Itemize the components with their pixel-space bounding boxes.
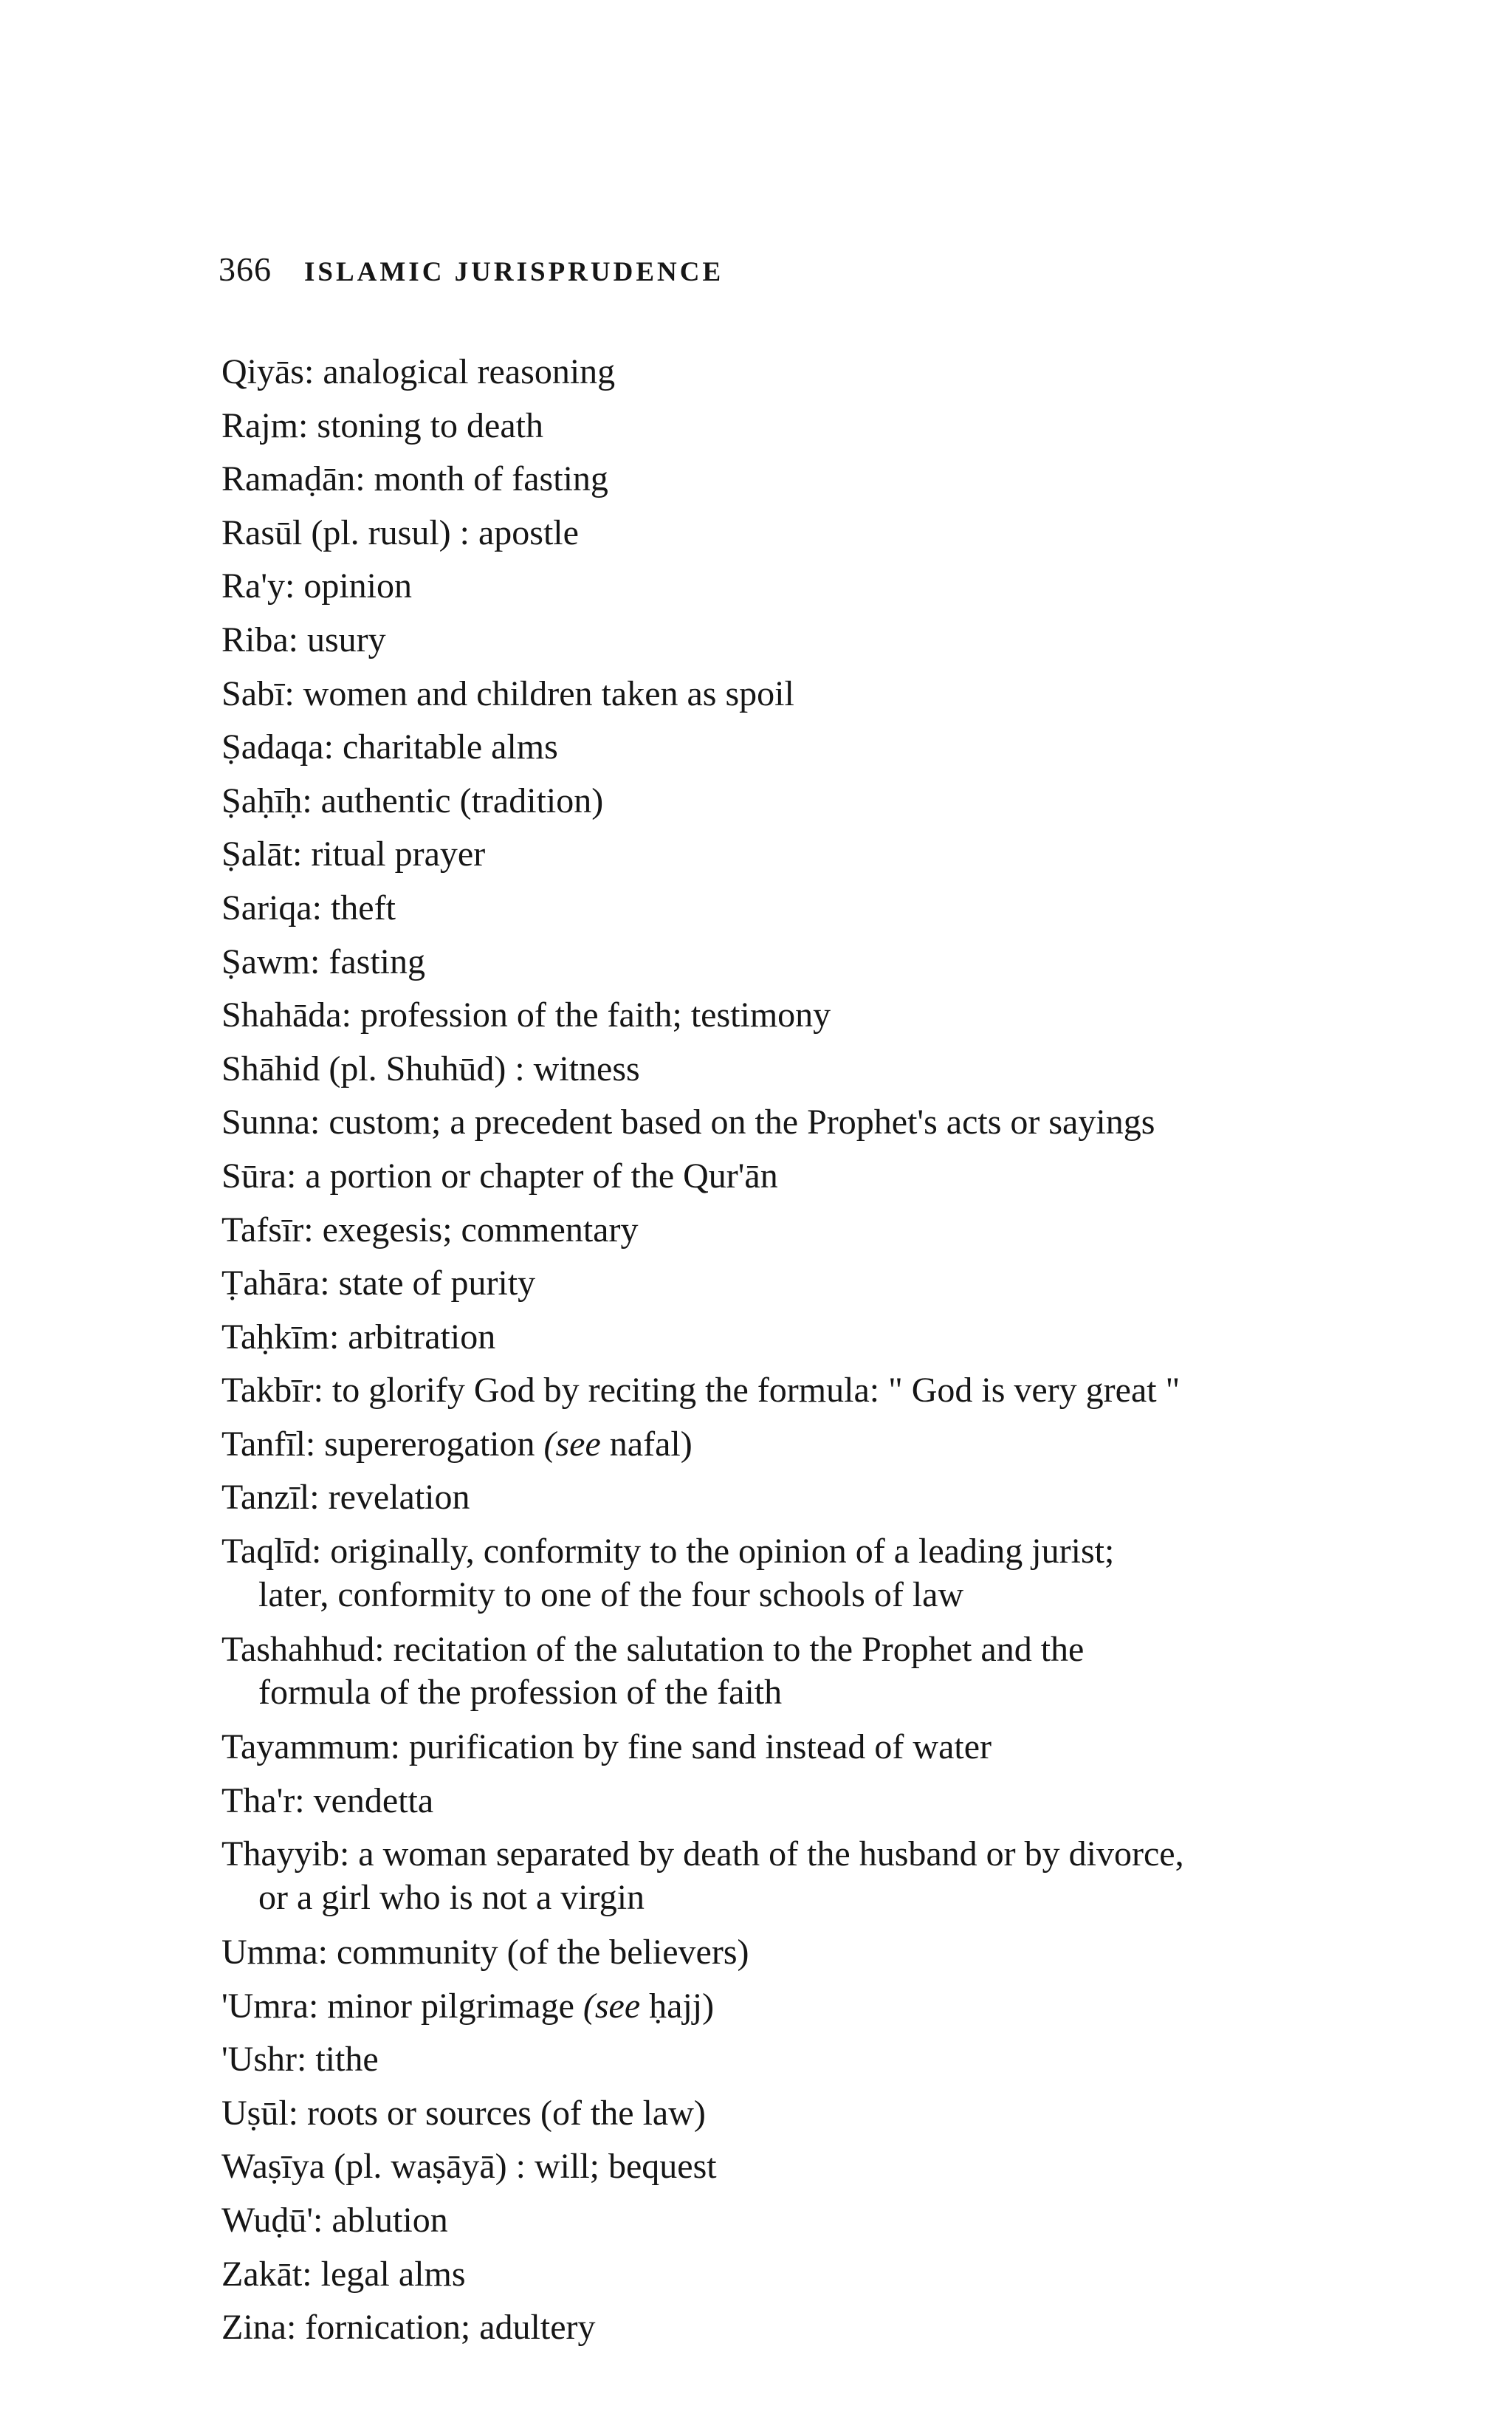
glossary-definition: to glorify God by reciting the formula: " God is very great " [331,1371,1181,1410]
glossary-term: Riba: [221,620,298,659]
glossary-definition: women and children taken as spoil [303,673,794,713]
entry-first-line [221,882,1432,936]
glossary-definition: ablution [331,2201,448,2240]
entry-first-line [221,1980,1432,2034]
entry-first-line [221,1257,1432,1311]
glossary-entry [221,1311,1432,1365]
glossary-entry [221,2301,1432,2355]
glossary-term: Ramaḍān: [221,459,365,499]
glossary-term: Tanzīl: [221,1478,320,1518]
glossary-definition: a portion or chapter of the Qur'ān [305,1156,778,1196]
glossary-term: Waṣīya [221,2147,326,2187]
glossary-entry [221,400,1432,453]
glossary-definition: recitation of the salutation to the Prophet and the [393,1629,1085,1669]
glossary-entry [221,1775,1432,1828]
glossary-term: Ṣawm: [221,942,320,981]
entry-first-line [221,1926,1432,1980]
glossary-definition: fornication; adultery [305,2308,596,2348]
glossary-definition: a woman separated by death of the husband or by divorce, [358,1834,1184,1874]
glossary-definition: theft [330,888,396,928]
glossary-entry [221,2194,1432,2248]
glossary-term: Ṣadaqa: [221,727,334,767]
glossary-term: Qiyās: [221,352,315,391]
glossary-entry [221,2033,1432,2087]
glossary-entry [221,775,1432,829]
running-head [219,250,724,294]
glossary-term: Shahāda: [221,995,351,1035]
glossary-term: Ra'y: [221,566,295,606]
glossary-definition: opinion [303,566,412,606]
entry-first-line [221,1721,1432,1775]
entry-first-line [221,1775,1432,1828]
glossary-entry [221,1364,1432,1418]
glossary-definition: revelation [328,1478,470,1518]
entry-first-line [221,1525,1432,1579]
entry-first-line [221,560,1432,614]
glossary-entry [221,1980,1432,2034]
glossary-term: Tayammum: [221,1727,400,1767]
entry-first-line [221,989,1432,1043]
glossary-entry [221,346,1432,400]
glossary-term: Sabī: [221,673,295,713]
glossary-entry [221,1204,1432,1258]
glossary-entry [221,1828,1432,1919]
glossary-definition: usury [307,620,386,659]
glossary-list [221,346,1432,2355]
entry-first-line [221,2140,1432,2194]
glossary-definition: analogical reasoning [323,352,616,391]
glossary-definition: (pl. waṣāyā) : will; bequest [334,2147,717,2187]
glossary-entry [221,507,1432,560]
glossary-definition: legal alms [320,2254,466,2294]
entry-first-line [221,1828,1432,1882]
glossary-definition: month of fasting [374,459,608,499]
entry-first-line [221,721,1432,775]
entry-first-line [221,1623,1432,1677]
glossary-definition: profession of the faith; testimony [360,995,831,1035]
glossary-term: Tha'r: [221,1780,305,1820]
glossary-entry [221,828,1432,882]
glossary-entry [221,1150,1432,1204]
glossary-term: Uṣūl: [221,2093,299,2133]
glossary-definition: fasting [329,942,425,981]
glossary-entry [221,2140,1432,2194]
glossary-entry [221,882,1432,936]
entry-first-line [221,2087,1432,2141]
glossary-term: Rasūl [221,512,303,552]
glossary-definition: tithe [315,2040,379,2080]
glossary-definition-continuation: or a girl who is not a virgin [258,1878,645,1918]
glossary-entry [221,989,1432,1043]
glossary-term: 'Ushr: [221,2040,307,2080]
entry-first-line [221,1150,1432,1204]
glossary-definition: roots or sources (of the law) [307,2093,706,2133]
glossary-entry [221,2087,1432,2141]
glossary-term: Taqlīd: [221,1532,322,1571]
glossary-term: Ṭahāra: [221,1264,330,1303]
entry-first-line [221,2033,1432,2087]
entry-first-line [221,668,1432,721]
page-number: 366 [219,250,272,288]
entry-first-line [221,1043,1432,1097]
glossary-term: Takbīr: [221,1371,323,1410]
entry-first-line [221,453,1432,507]
glossary-term: Thayyib: [221,1834,350,1874]
glossary-entry [221,1926,1432,1980]
glossary-definition: custom; a precedent based on the Prophet's acts or sayings [329,1103,1155,1142]
entry-first-line [221,936,1432,990]
glossary-term: Sūra: [221,1156,297,1196]
glossary-definition: purification by fine sand instead of water [408,1727,992,1767]
glossary-term: Tafsīr: [221,1210,314,1249]
glossary-definition-continuation: later, conformity to one of the four schools of law [258,1574,964,1614]
glossary-entry [221,1471,1432,1525]
entry-first-line [221,614,1432,668]
glossary-entry [221,2248,1432,2302]
glossary-definition: charitable alms [342,727,558,767]
glossary-definition: arbitration [348,1317,496,1357]
glossary-term: Tashahhud: [221,1629,385,1669]
glossary-term: Shāhid [221,1049,320,1089]
entry-first-line [221,400,1432,453]
entry-first-line [221,1471,1432,1525]
glossary-definition: ritual prayer [311,834,486,874]
glossary-definition: authentic (tradition) [320,781,604,820]
glossary-definition: state of purity [338,1264,536,1303]
glossary-definition-continuation: formula of the profession of the faith [258,1673,783,1713]
glossary-definition: vendetta [313,1780,434,1820]
entry-first-line [221,1418,1432,1472]
entry-first-line [221,1204,1432,1258]
glossary-entry [221,1525,1432,1616]
entry-first-line [221,346,1432,400]
glossary-entry [221,1043,1432,1097]
glossary-entry [221,1623,1432,1714]
glossary-term: Tanfīl: [221,1424,316,1464]
glossary-term: Umma: [221,1933,328,1972]
cross-reference-see: (see [583,1986,641,2026]
glossary-entry [221,453,1432,507]
entry-first-line [221,775,1432,829]
entry-first-line [221,2248,1432,2302]
glossary-term: Zina: [221,2308,297,2348]
entry-first-line [221,1096,1432,1150]
glossary-term: Rajm: [221,405,309,445]
glossary-definition: exegesis; commentary [322,1210,639,1249]
entry-first-line [221,2194,1432,2248]
glossary-term: Sariqa: [221,888,322,928]
glossary-definition: (pl. rusul) : apostle [311,512,579,552]
glossary-term: Sunna: [221,1103,320,1142]
glossary-definition: minor pilgrimage [327,1986,574,2026]
glossary-entry [221,721,1432,775]
glossary-entry [221,668,1432,721]
glossary-term: Ṣalāt: [221,834,303,874]
entry-first-line [221,1364,1432,1418]
cross-reference-term: ḥajj) [649,1986,715,2026]
glossary-entry [221,560,1432,614]
glossary-term: Zakāt: [221,2254,312,2294]
entry-first-line [221,507,1432,560]
glossary-entry [221,1257,1432,1311]
cross-reference-see: (see [543,1424,601,1464]
glossary-term: Ṣaḥīḥ: [221,781,312,820]
glossary-term: 'Umra: [221,1986,319,2026]
entry-first-line [221,828,1432,882]
glossary-term: Taḥkīm: [221,1317,340,1357]
glossary-entry [221,1418,1432,1472]
glossary-definition: originally, conformity to the opinion of a leading jurist; [330,1532,1115,1571]
glossary-definition: stoning to death [317,405,543,445]
glossary-entry [221,614,1432,668]
glossary-definition: community (of the believers) [336,1933,749,1972]
entry-first-line [221,1311,1432,1365]
glossary-entry [221,1721,1432,1775]
entry-first-line [221,2301,1432,2355]
cross-reference-term: nafal) [609,1424,693,1464]
book-title: ISLAMIC JURISPRUDENCE [304,257,724,287]
glossary-definition: supererogation [324,1424,535,1464]
glossary-entry [221,1096,1432,1150]
glossary-entry [221,936,1432,990]
glossary-definition: (pl. Shuhūd) : witness [329,1049,640,1089]
glossary-term: Wuḍū': [221,2201,323,2240]
